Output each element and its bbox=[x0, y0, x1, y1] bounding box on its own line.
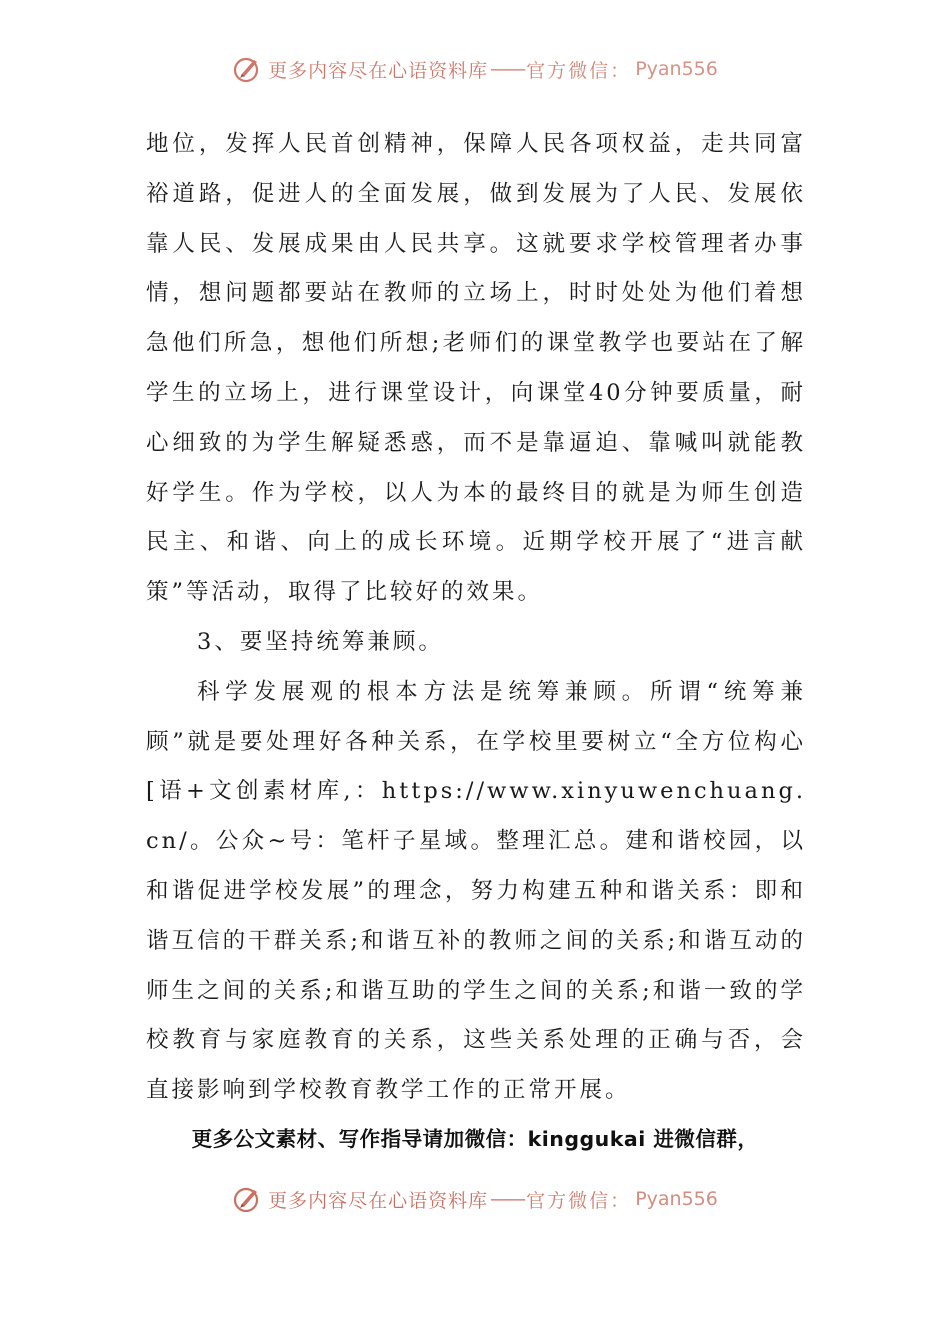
watermark-title: 更多内容尽在心语资料库 bbox=[268, 1189, 489, 1212]
watermark-dash: —— bbox=[490, 58, 525, 80]
footer-watermark bbox=[0, 1184, 950, 1214]
paragraph: 科学发展观的根本方法是统筹兼顾。所谓“统筹兼顾”就是要处理好各种关系，在学校里要树立“全方位构心[语+文创素材库,：https://www.xinyuwenchuang.cn/。公众~号：笔杆子星域。整理汇总。建和谐校园，以和谐促进学校发展”的理念，努力构建五种和谐关系：即和谐互信的干群关系;和谐互补的教师之间的关系;和谐互动的师生之间的关系;和谐互助的学生之间的关系;和谐一致的学校教育与家庭教育的关系，这些关系处理的正确与否，会直接影响到学校教育教学工作的正常开展。 bbox=[146, 678, 806, 1104]
watermark-wechat-id: Pyan556 bbox=[635, 1188, 718, 1210]
watermark-label: 官方微信： bbox=[526, 59, 632, 82]
watermark-title: 更多内容尽在心语资料库 bbox=[268, 59, 489, 82]
section-heading: 3、要坚持统筹兼顾。 bbox=[197, 628, 444, 655]
document-body bbox=[146, 120, 806, 1116]
quill-pen-logo-icon bbox=[232, 54, 262, 84]
promo-line: 更多公文素材、写作指导请加微信：kinggukai 进微信群， bbox=[191, 1127, 759, 1151]
watermark-dash: —— bbox=[490, 1188, 525, 1210]
paragraph-continued: 地位，发挥人民首创精神，保障人民各项权益，走共同富裕道路，促进人的全面发展，做到发展为了人民、发展依靠人民、发展成果由人民共享。这就要求学校管理者办事情，想问题都要站在教师的立场上，时时处处为他们着想急他们所急，想他们所想;老师们的课堂教学也要站在了解学生的立场上，进行课堂设计，向课堂40分钟要质量，耐心细致的为学生解疑悉惑，而不是靠逼迫、靠喊叫就能教好学生。作为学校，以人为本的最终目的就是为师生创造民主、和谐、向上的成长环境。近期学校开展了“进言献策”等活动，取得了比较好的效果。 bbox=[146, 131, 806, 606]
quill-pen-logo-icon bbox=[232, 1184, 262, 1214]
header-watermark bbox=[0, 54, 950, 84]
watermark-wechat-id: Pyan556 bbox=[635, 58, 718, 80]
watermark-label: 官方微信： bbox=[526, 1189, 632, 1212]
